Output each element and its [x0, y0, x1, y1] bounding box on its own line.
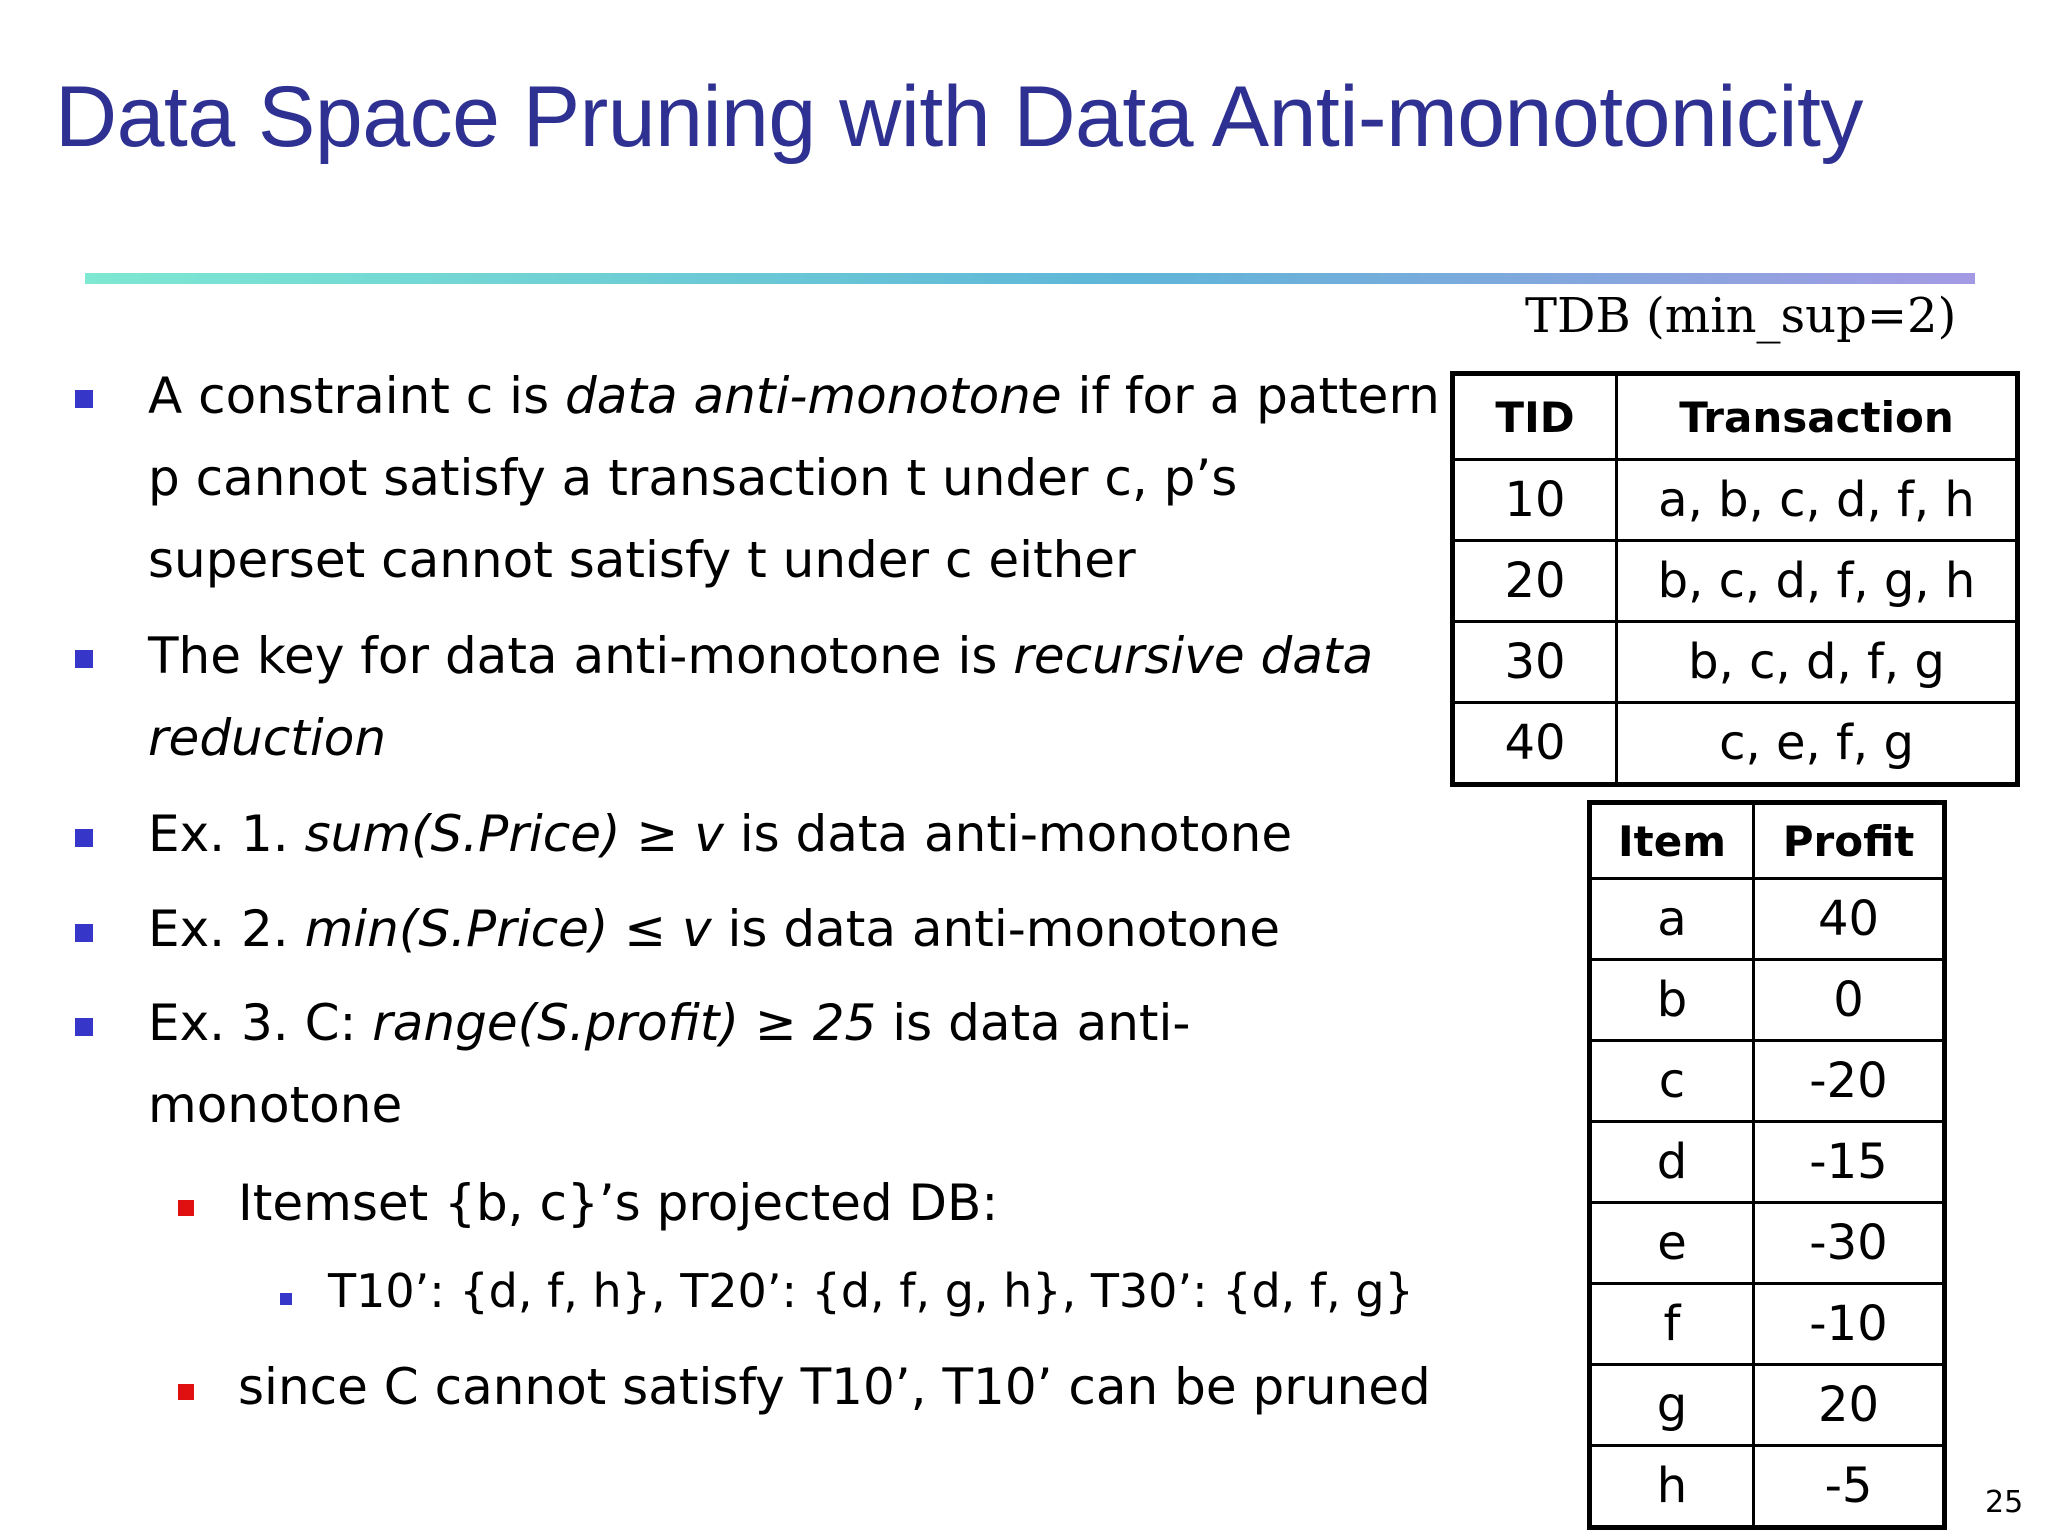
bullet-marker	[75, 924, 93, 942]
table-cell: a, b, c, d, f, h	[1617, 460, 2018, 541]
table-header-row	[1590, 803, 1945, 879]
table-cell: d	[1590, 1122, 1754, 1203]
table-cell: b	[1590, 960, 1754, 1041]
bullet-1-line-2: p cannot satisfy a transaction t under c, p’s	[148, 449, 1238, 507]
bullet-text-italic: sum(S.Price) ≥ v	[304, 805, 724, 863]
column-header: Profit	[1754, 803, 1945, 879]
bullet-5-line-2: monotone	[148, 1076, 403, 1134]
table-cell: 10	[1453, 460, 1617, 541]
bullet-text: is data anti-monotone	[723, 805, 1293, 863]
table-cell: 40	[1754, 879, 1945, 960]
table-row	[1590, 1284, 1945, 1365]
table-cell: f	[1590, 1284, 1754, 1365]
bullet-text: is data anti-monotone	[711, 900, 1280, 958]
table-cell: b, c, d, f, g	[1617, 622, 2018, 703]
tdb-table	[1450, 371, 2020, 787]
bullet-marker	[75, 390, 93, 408]
table-cell: -5	[1754, 1446, 1945, 1528]
column-header: Item	[1590, 803, 1754, 879]
table-row	[1453, 541, 2018, 622]
table-row	[1453, 622, 2018, 703]
title-divider	[85, 273, 1975, 284]
slide-title: Data Space Pruning with Data Anti-monotonicity	[55, 69, 1863, 165]
table-cell: g	[1590, 1365, 1754, 1446]
table-row	[1453, 703, 2018, 785]
bullet-text-italic: data anti-monotone	[565, 367, 1062, 425]
table-header-row	[1453, 374, 2018, 460]
bullet-1-line-1	[148, 355, 1440, 438]
sub-bullet-marker	[178, 1200, 194, 1216]
table-cell: e	[1590, 1203, 1754, 1284]
bullet-text: The key for data anti-monotone is	[148, 627, 1014, 685]
tdb-caption: TDB (min_sup=2)	[1525, 288, 1957, 344]
table-cell: c	[1590, 1041, 1754, 1122]
table-cell: 40	[1453, 703, 1617, 785]
sub-bullet-2: since C cannot satisfy T10’, T10’ can be pruned	[238, 1358, 1431, 1416]
table-cell: 20	[1754, 1365, 1945, 1446]
table-cell: -10	[1754, 1284, 1945, 1365]
column-header: Transaction	[1617, 374, 2018, 460]
bullet-text: A constraint c is	[148, 367, 566, 425]
sub-sub-bullet-marker	[280, 1293, 292, 1305]
table-cell: 0	[1754, 960, 1945, 1041]
table-cell: h	[1590, 1446, 1754, 1528]
bullet-text-italic: recursive data	[1013, 627, 1374, 685]
sub-sub-bullet-1: T10’: {d, f, h}, T20’: {d, f, g, h}, T30’: {d, f, g}	[328, 1264, 1414, 1318]
table-cell: 30	[1453, 622, 1617, 703]
table-row	[1590, 879, 1945, 960]
bullet-text: Ex. 2.	[148, 900, 305, 958]
table-row	[1590, 1203, 1945, 1284]
table-row	[1590, 1122, 1945, 1203]
bullet-text: is data anti-	[876, 994, 1191, 1052]
bullet-5-line-1	[148, 982, 1190, 1065]
bullet-2-line-1	[148, 615, 1373, 698]
table-row	[1453, 460, 2018, 541]
table-cell: -20	[1754, 1041, 1945, 1122]
bullet-marker	[75, 650, 93, 668]
table-cell: -30	[1754, 1203, 1945, 1284]
bullet-marker	[75, 829, 93, 847]
table-cell: a	[1590, 879, 1754, 960]
bullet-text: Ex. 3. C:	[148, 994, 373, 1052]
table-row	[1590, 1365, 1945, 1446]
profit-table	[1587, 800, 1947, 1530]
table-cell: b, c, d, f, g, h	[1617, 541, 2018, 622]
bullet-text-italic: min(S.Price) ≤ v	[304, 900, 712, 958]
bullet-2-line-2: reduction	[148, 709, 387, 767]
bullet-marker	[75, 1018, 93, 1036]
table-cell: 20	[1453, 541, 1617, 622]
page-number: 25	[1985, 1485, 2024, 1520]
bullet-4	[148, 888, 1280, 971]
bullet-1-line-3: superset cannot satisfy t under c either	[148, 531, 1136, 589]
bullet-3	[148, 793, 1292, 876]
bullet-text-italic: range(S.profit) ≥ 25	[372, 994, 877, 1052]
table-cell: -15	[1754, 1122, 1945, 1203]
bullet-text: if for a pattern	[1061, 367, 1440, 425]
sub-bullet-marker	[178, 1384, 194, 1400]
column-header: TID	[1453, 374, 1617, 460]
bullet-text: Ex. 1.	[148, 805, 305, 863]
table-row	[1590, 960, 1945, 1041]
table-cell: c, e, f, g	[1617, 703, 2018, 785]
sub-bullet-1: Itemset {b, c}’s projected DB:	[238, 1174, 999, 1232]
table-row	[1590, 1041, 1945, 1122]
table-row	[1590, 1446, 1945, 1528]
